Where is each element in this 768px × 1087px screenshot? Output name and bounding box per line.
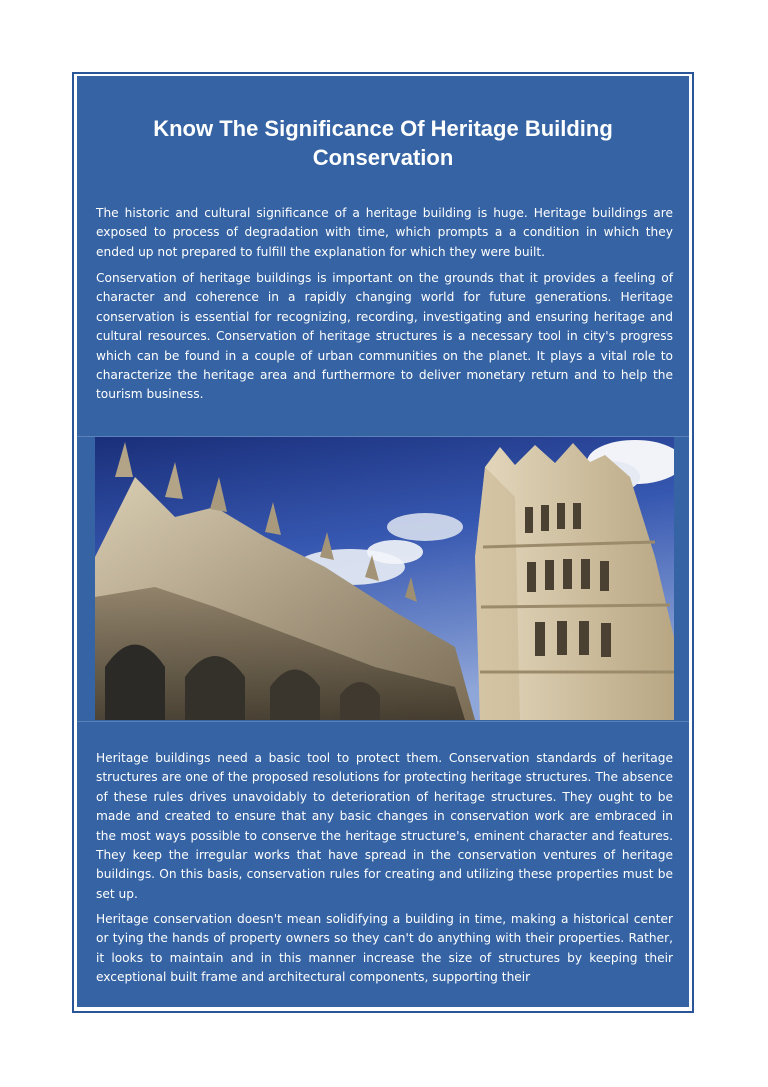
paragraph-4: Heritage conservation doesn't mean solidifying a building in time, making a historical center or tying the hands of property owners so they can't do anything with their properties. Rather, it looks to maintain and in this manner increase the size of structures by keeping their exceptional built frame and architectural components, supporting their — [96, 912, 673, 985]
paragraph-2: Conservation of heritage buildings is important on the grounds that it provides a feeling of character and coherence in a rapidly changing world for future generations. Heritage conservation is essential for recognizing, recording, investigating and ensuring heritage and cultural resources. Conservation of heritage structures is a necessary tool in city's progress which can be found in a couple of urban communities on the planet. It plays a vital role to characterize the heritage area and furthermore to deliver monetary return and to help the tourism business. — [96, 271, 673, 402]
cathedral-photo — [95, 437, 674, 720]
paragraph-3: Heritage buildings need a basic tool to protect them. Conservation standards of heritage structures are one of the proposed resolutions for protecting heritage structures. The absence of these rules drives unavoidably to deterioration of heritage structures. They ought to be made and created to ensure that any basic changes in conservation work are embraced in the most ways possible to conserve the heritage structure's, eminent character and features. They keep the irregular works that have spread in the conservation ventures of heritage buildings. On this basis, conservation rules for creating and utilizing these properties must be set up. — [96, 751, 673, 901]
content-panel — [77, 76, 689, 1007]
article-title: Know The Significance Of Heritage Building Conservation — [153, 116, 613, 170]
divider-bottom — [77, 721, 689, 722]
paragraph-1: The historic and cultural significance of a heritage building is huge. Heritage buildings are exposed to process of degradation with time, which prompts a a condition in which they ended up not prepared to fulfill the explanation for which they were built. — [96, 206, 673, 259]
